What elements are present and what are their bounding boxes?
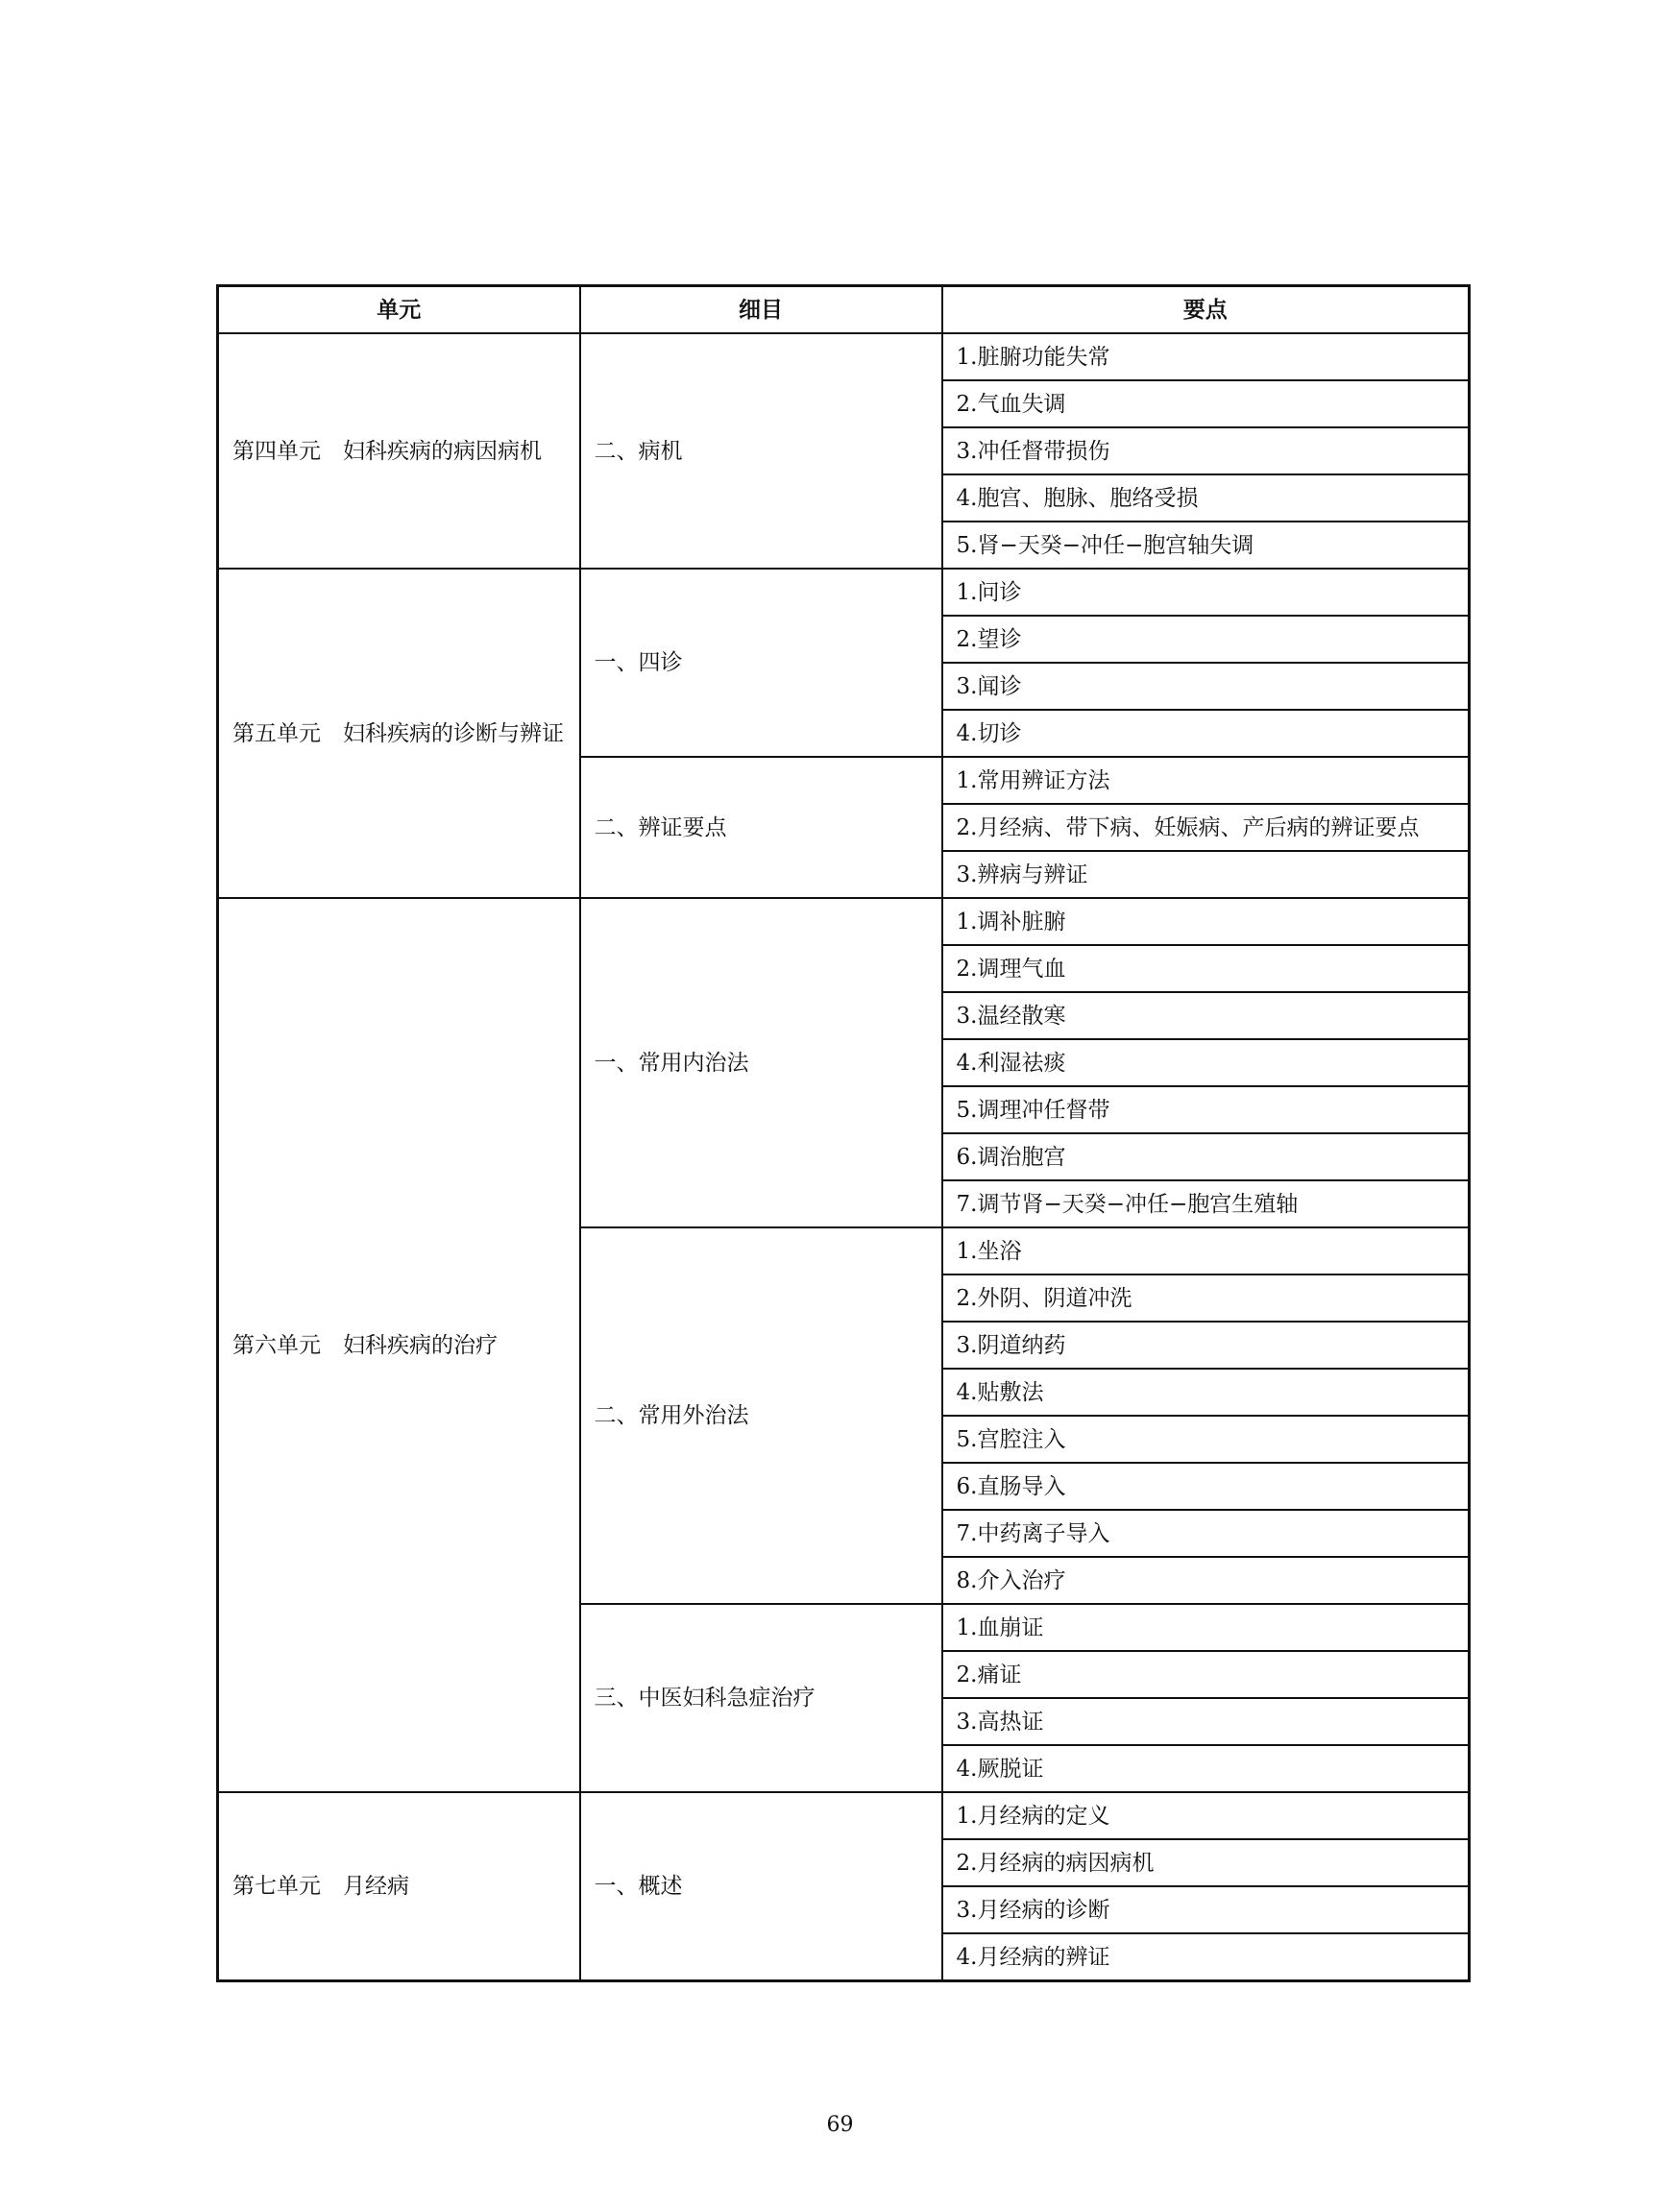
item-cell: 一、概述 [580, 1792, 942, 1981]
page-number: 69 [826, 2113, 854, 2137]
point-cell: 1.血崩证 [942, 1604, 1470, 1651]
point-cell: 5.肾−天癸−冲任−胞宫轴失调 [942, 522, 1470, 569]
point-cell: 7.中药离子导入 [942, 1510, 1470, 1557]
item-cell: 二、病机 [580, 333, 942, 569]
point-cell: 5.宫腔注入 [942, 1416, 1470, 1463]
point-cell: 4.贴敷法 [942, 1369, 1470, 1416]
unit-cell: 第四单元 妇科疾病的病因病机 [218, 333, 580, 569]
unit-cell: 第五单元 妇科疾病的诊断与辨证 [218, 569, 580, 898]
table-header [218, 286, 1470, 334]
item-cell: 一、常用内治法 [580, 898, 942, 1227]
point-cell: 2.月经病的病因病机 [942, 1839, 1470, 1886]
table-row [218, 1792, 1470, 1839]
point-cell: 1.坐浴 [942, 1227, 1470, 1274]
point-cell: 2.外阴、阴道冲洗 [942, 1274, 1470, 1322]
syllabus-table [216, 284, 1471, 1982]
point-cell: 1.常用辨证方法 [942, 757, 1470, 804]
unit-cell: 第七单元 月经病 [218, 1792, 580, 1981]
point-cell: 1.脏腑功能失常 [942, 333, 1470, 380]
point-cell: 4.胞宫、胞脉、胞络受损 [942, 474, 1470, 522]
header-unit: 单元 [218, 286, 580, 334]
point-cell: 2.痛证 [942, 1651, 1470, 1698]
table-row [218, 569, 1470, 616]
point-cell: 1.问诊 [942, 569, 1470, 616]
header-point: 要点 [942, 286, 1470, 334]
point-cell: 1.月经病的定义 [942, 1792, 1470, 1839]
point-cell: 8.介入治疗 [942, 1557, 1470, 1604]
header-row [218, 286, 1470, 334]
point-cell: 2.望诊 [942, 616, 1470, 663]
point-cell: 6.直肠导入 [942, 1463, 1470, 1510]
point-cell: 2.月经病、带下病、妊娠病、产后病的辨证要点 [942, 804, 1470, 851]
point-cell: 6.调治胞宫 [942, 1133, 1470, 1180]
item-cell: 一、四诊 [580, 569, 942, 757]
header-item: 细目 [580, 286, 942, 334]
point-cell: 3.阴道纳药 [942, 1322, 1470, 1369]
unit-cell: 第六单元 妇科疾病的治疗 [218, 898, 580, 1792]
point-cell: 4.厥脱证 [942, 1745, 1470, 1792]
point-cell: 4.月经病的辨证 [942, 1933, 1470, 1981]
point-cell: 7.调节肾−天癸−冲任−胞宫生殖轴 [942, 1180, 1470, 1227]
table-row [218, 333, 1470, 380]
point-cell: 5.调理冲任督带 [942, 1086, 1470, 1133]
point-cell: 3.温经散寒 [942, 992, 1470, 1039]
item-cell: 二、常用外治法 [580, 1227, 942, 1604]
point-cell: 3.月经病的诊断 [942, 1886, 1470, 1933]
point-cell: 3.冲任督带损伤 [942, 427, 1470, 474]
point-cell: 2.气血失调 [942, 380, 1470, 427]
point-cell: 4.利湿祛痰 [942, 1039, 1470, 1086]
item-cell: 二、辨证要点 [580, 757, 942, 898]
point-cell: 1.调补脏腑 [942, 898, 1470, 945]
item-cell: 三、中医妇科急症治疗 [580, 1604, 942, 1792]
table-row [218, 898, 1470, 945]
point-cell: 3.高热证 [942, 1698, 1470, 1745]
point-cell: 3.辨病与辨证 [942, 851, 1470, 898]
point-cell: 4.切诊 [942, 710, 1470, 757]
table-body [218, 333, 1470, 1981]
point-cell: 3.闻诊 [942, 663, 1470, 710]
point-cell: 2.调理气血 [942, 945, 1470, 992]
